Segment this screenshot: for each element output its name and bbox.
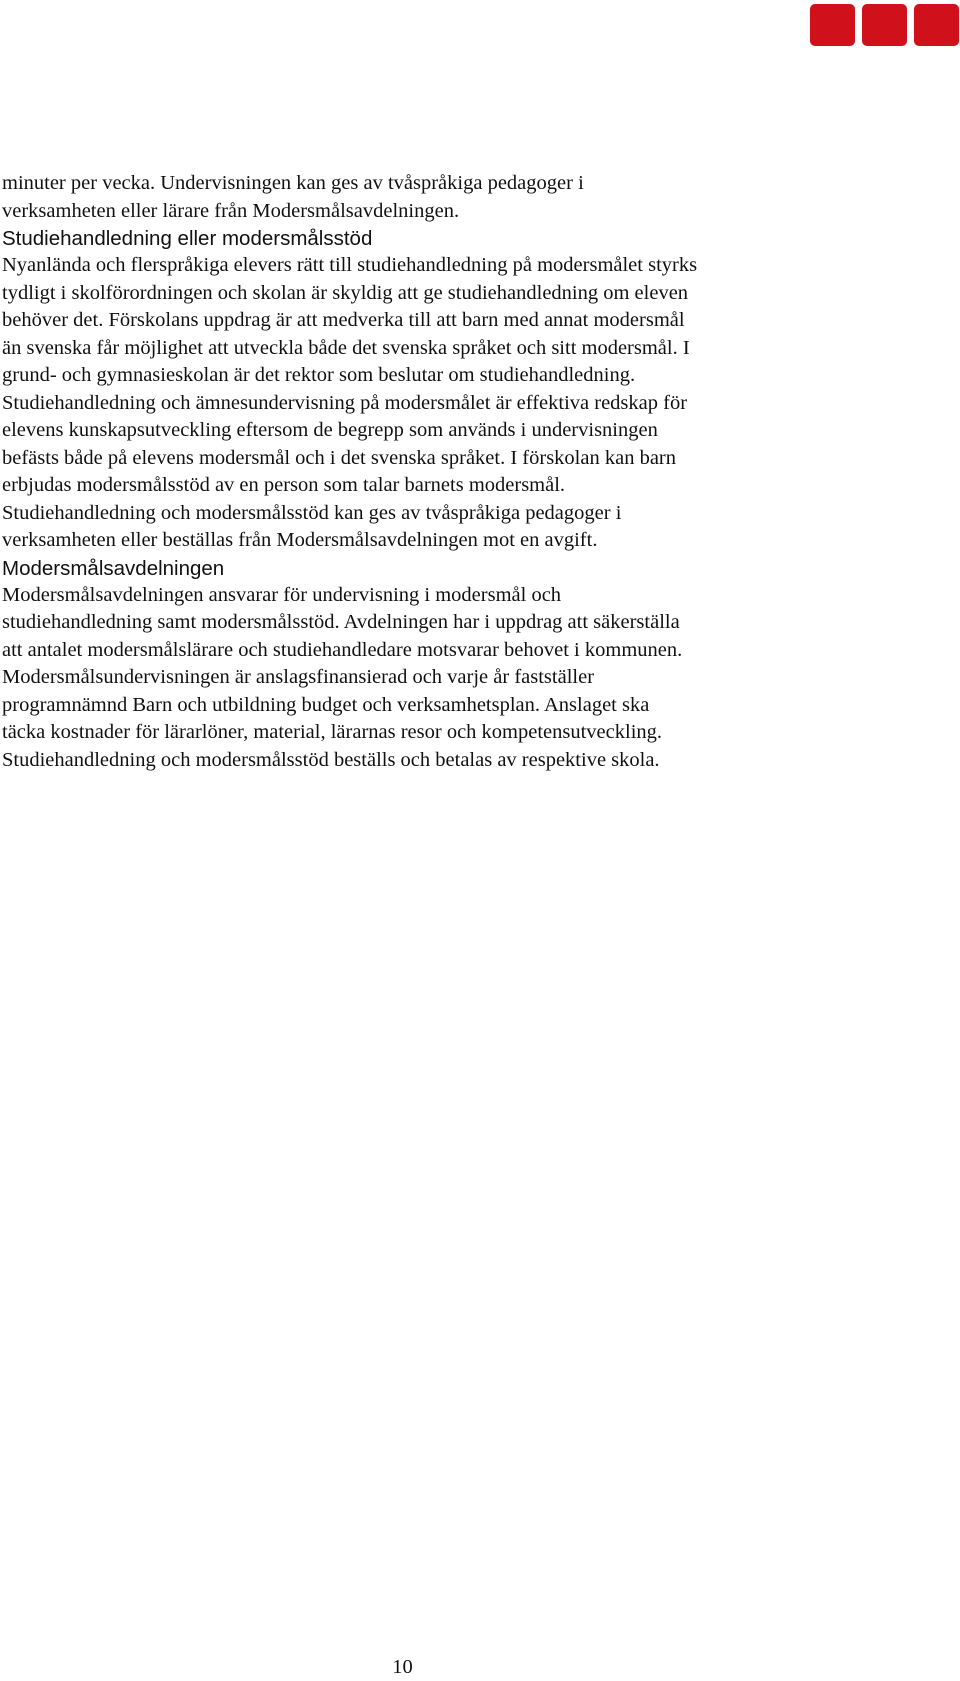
logo-square <box>914 4 959 46</box>
page-number: 10 <box>392 1656 413 1678</box>
section1-paragraph-1: Nyanlända och flerspråkiga elevers rätt till studiehandledning på modersmålet styrks tydligt i skolförordningen och skolan är skyldig att ge studiehandledning om eleven behöver det. Förskolans uppdrag är att medverka till att barn med annat modersmål än svenska får möjlighet att utveckla både det svenska språket och sitt modersmål. I grund- och gymnasieskolan är det rektor som beslutar om studiehandledning. <box>2 254 698 386</box>
logo-square <box>862 4 907 46</box>
intro-paragraph: minuter per vecka. Undervisningen kan ges av tvåspråkiga pedagoger i verksamheten eller lärare från Modersmålsavdelningen. <box>2 172 584 222</box>
section-heading-modersmalsavdelningen: Modersmålsavdelningen <box>2 556 225 580</box>
logo <box>810 4 959 46</box>
section2-paragraph-1: Modersmålsavdelningen ansvarar för undervisning i modersmål och studiehandledning samt modersmålsstöd. Avdelningen har i uppdrag att säkerställa att antalet modersmålslärare och studiehandledare motsvarar behovet i kommunen. Modersmålsundervisningen är anslagsfinansierad och varje år fastställer programnämnd Barn och utbildning budget och verksamhetsplan. Anslaget ska täcka kostnader för lärarlöner, material, lärarnas resor och kompetensutveckling. Studiehandledning och modersmålsstöd beställs och betalas av respektive skola. <box>2 583 683 771</box>
section1-paragraph-2: Studiehandledning och ämnesundervisning på modersmålet är effektiva redskap för elevens kunskapsutveckling eftersom de begrepp som används i undervisningen befästs både på elevens modersmål och i det svenska språket. I förskolan kan barn erbjudas modersmålsstöd av en person som talar barnets modersmål. Studiehandledning och modersmålsstöd kan ges av tvåspråkiga pedagoger i verksamheten eller beställas från Modersmålsavdelningen mot en avgift. <box>2 391 688 551</box>
section-heading-studiehandledning: Studiehandledning eller modersmålsstöd <box>2 227 373 250</box>
document-body <box>2 170 952 774</box>
logo-square <box>810 4 855 46</box>
